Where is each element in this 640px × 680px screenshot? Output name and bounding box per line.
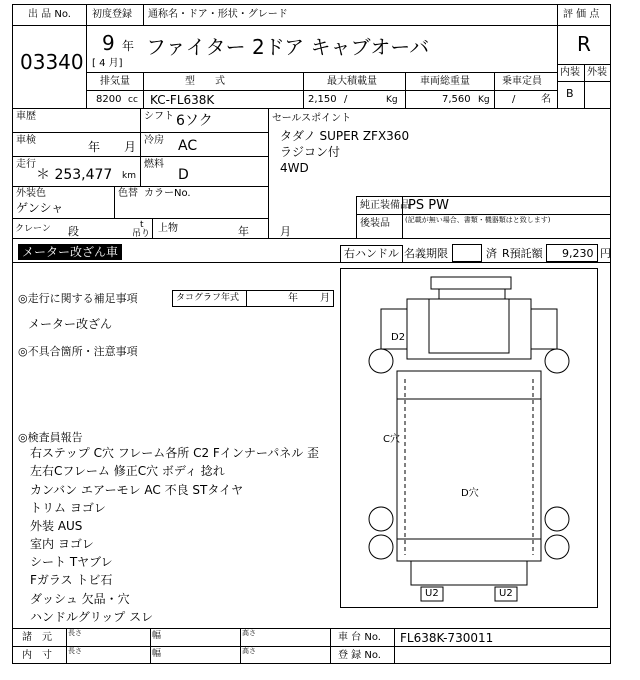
chassis-label: 車 台 No. bbox=[338, 632, 381, 643]
divider bbox=[356, 196, 611, 197]
width-label: 幅 bbox=[152, 649, 162, 659]
divider bbox=[143, 72, 144, 108]
defects-label: ◎不具合箇所・注意事項 bbox=[18, 345, 138, 358]
divider bbox=[356, 196, 357, 238]
after-market-label: 後装品 bbox=[360, 218, 390, 229]
damage-label: U2 bbox=[425, 588, 439, 599]
model: KC-FL638K bbox=[150, 93, 215, 107]
color-value: ゲンシャ bbox=[16, 201, 64, 215]
divider bbox=[12, 262, 611, 263]
sales-point-line: 4WD bbox=[280, 161, 309, 175]
model-label: 型 式 bbox=[185, 76, 225, 87]
meter-tamper-badge: メーター改ざん車 bbox=[18, 244, 122, 260]
name-change-label: 名義期限 bbox=[404, 247, 448, 260]
after-market-note: (記載が無い場合、書類・機器類はと致します) bbox=[405, 216, 551, 224]
inspector-line: Fガラス トビ石 bbox=[30, 573, 113, 587]
equipment-value: PS PW bbox=[408, 198, 449, 213]
recycle-label: R預託額 bbox=[502, 247, 543, 260]
damage-label: C穴 bbox=[383, 434, 400, 445]
inspection-label: 車検 bbox=[16, 135, 36, 146]
divider bbox=[494, 72, 495, 108]
divider bbox=[140, 108, 141, 186]
damage-label: D穴 bbox=[461, 488, 479, 499]
divider bbox=[394, 628, 395, 664]
driving-notes-label: ◎走行に関する補足事項 bbox=[18, 292, 138, 305]
inspection-month: 月 bbox=[124, 140, 137, 154]
inspector-line: 室内 ヨゴレ bbox=[30, 537, 94, 551]
seats-unit: 名 bbox=[541, 94, 551, 105]
tachograph-year: 年 bbox=[288, 293, 298, 304]
score: R bbox=[577, 32, 591, 56]
crane-hang: 吊り bbox=[132, 229, 151, 239]
body-label: 上物 bbox=[158, 223, 178, 234]
divider bbox=[150, 628, 151, 664]
capacity-slash: / bbox=[344, 94, 348, 105]
spec-row-label: 諸 元 bbox=[22, 632, 52, 643]
recycle-unit: 円 bbox=[600, 247, 611, 260]
driving-note: メーター改ざん bbox=[28, 317, 113, 331]
divider bbox=[143, 4, 144, 25]
capacity-label: 最大積載量 bbox=[327, 76, 377, 87]
divider bbox=[12, 108, 611, 109]
shift-value: 6ソク bbox=[176, 113, 213, 129]
color-label: 外装色 bbox=[16, 188, 46, 199]
divider bbox=[86, 90, 557, 91]
height-label: 高さ bbox=[242, 647, 256, 655]
divider bbox=[12, 186, 268, 187]
reg-month: [ 4 月] bbox=[92, 58, 123, 69]
seats-label: 乗車定員 bbox=[502, 76, 542, 87]
length-label: 長さ bbox=[68, 629, 82, 637]
lot-no-label: 出 品 No. bbox=[28, 9, 71, 20]
body-month: 月 bbox=[280, 225, 291, 238]
truck-diagram bbox=[340, 268, 598, 608]
fuel-value: D bbox=[178, 167, 189, 183]
divider bbox=[584, 64, 585, 108]
divider bbox=[12, 132, 268, 133]
divider bbox=[303, 72, 304, 108]
reg-year: 9 bbox=[102, 31, 115, 55]
fuel-label: 燃料 bbox=[144, 159, 164, 170]
mileage: ＊ 253,477 bbox=[36, 167, 113, 183]
width-label: 幅 bbox=[152, 631, 162, 641]
divider bbox=[152, 218, 153, 238]
equipment-label: 純正装備品 bbox=[360, 200, 410, 211]
inspector-line: ハンドルグリップ スレ bbox=[30, 610, 154, 624]
color-change-label: 色替 bbox=[118, 188, 138, 199]
ac-label: 冷房 bbox=[144, 135, 164, 146]
gross-weight: 7,560 bbox=[442, 94, 471, 105]
height-label: 高さ bbox=[242, 629, 256, 637]
crane-ton: t bbox=[140, 220, 144, 230]
divider bbox=[268, 108, 269, 238]
tachograph-month: 月 bbox=[320, 293, 330, 304]
displacement: 8200 bbox=[96, 94, 122, 105]
recycle-value: 9,230 bbox=[562, 247, 594, 260]
sales-point-label: セールスポイント bbox=[272, 113, 352, 124]
tachograph-label: タコグラフ年式 bbox=[176, 293, 240, 303]
capacity: 2,150 bbox=[308, 94, 337, 105]
divider bbox=[557, 81, 611, 82]
displacement-label: 排気量 bbox=[100, 76, 130, 87]
divider bbox=[12, 156, 268, 157]
recycle-prefix: 済 bbox=[486, 247, 497, 260]
color-no-label: カラーNo. bbox=[144, 188, 191, 199]
divider bbox=[12, 25, 557, 26]
damage-label: D2 bbox=[391, 332, 406, 343]
divider bbox=[246, 290, 247, 307]
truck-outline bbox=[341, 269, 597, 607]
divider bbox=[12, 628, 611, 629]
damage-label: U2 bbox=[499, 588, 513, 599]
inspector-report-label: ◎検査員報告 bbox=[18, 431, 83, 444]
inspector-line: 左右Cフレーム 修正C穴 ボディ 捻れ bbox=[30, 464, 225, 478]
divider bbox=[557, 25, 611, 26]
inspector-line: 右ステップ C穴 フレーム各所 C2 Fインナーパネル 歪 bbox=[30, 446, 320, 460]
sales-point-line: タダノ SUPER ZFX360 bbox=[280, 129, 410, 143]
inspection-year: 年 bbox=[88, 140, 101, 154]
lot-no: 03340 bbox=[20, 50, 84, 74]
score-label: 評 価 点 bbox=[563, 9, 600, 20]
car-name-label: 通称名・ドア・形状・グレード bbox=[148, 9, 288, 20]
car-name: ファイター 2ドア キャブオーバ bbox=[146, 35, 430, 59]
divider bbox=[66, 628, 67, 664]
divider bbox=[356, 214, 611, 215]
displacement-unit: cc bbox=[128, 95, 138, 105]
inspector-line: トリム ヨゴレ bbox=[30, 501, 106, 515]
divider bbox=[557, 4, 558, 108]
sales-point-line: ラジコン付 bbox=[280, 145, 341, 159]
inspector-line: ダッシュ 欠品・穴 bbox=[30, 592, 130, 606]
interior-score-label: 内装 bbox=[560, 67, 580, 78]
gross-weight-unit: Kg bbox=[478, 95, 490, 105]
mileage-label: 走行 bbox=[16, 159, 36, 170]
mileage-unit: km bbox=[122, 171, 136, 181]
history-label: 車歴 bbox=[16, 111, 36, 122]
divider bbox=[114, 186, 115, 218]
rhd-flag: 右ハンドル bbox=[340, 245, 403, 263]
reg-year-unit: 年 bbox=[122, 39, 135, 53]
inspector-line: シート Tヤブレ bbox=[30, 555, 113, 569]
inspector-line: カンバン エアーモレ AC 不良 STタイヤ bbox=[30, 483, 244, 497]
ac-value: AC bbox=[178, 138, 198, 154]
gross-weight-label: 車両総重量 bbox=[420, 76, 470, 87]
body-year: 年 bbox=[238, 225, 249, 238]
name-change-box bbox=[452, 244, 482, 262]
seats: / bbox=[512, 94, 516, 105]
divider bbox=[12, 218, 268, 219]
divider bbox=[330, 628, 331, 664]
capacity-kg: Kg bbox=[386, 95, 398, 105]
registration-label: 登 録 No. bbox=[338, 650, 381, 661]
divider bbox=[86, 72, 557, 73]
shift-label: シフト bbox=[144, 111, 174, 122]
chassis-no: FL638K-730011 bbox=[400, 631, 494, 645]
divider bbox=[240, 628, 241, 664]
divider bbox=[86, 4, 87, 108]
first-registration-label: 初度登録 bbox=[92, 9, 132, 20]
divider bbox=[12, 238, 611, 239]
inner-size-row-label: 内 寸 bbox=[22, 650, 52, 661]
length-label: 長さ bbox=[68, 647, 82, 655]
crane-label: クレーン bbox=[15, 224, 51, 234]
inspector-line: 外装 AUS bbox=[30, 519, 83, 533]
divider bbox=[12, 646, 611, 647]
interior-score: B bbox=[566, 87, 574, 100]
exterior-score-label: 外装 bbox=[587, 67, 607, 78]
crane-steps: 段 bbox=[68, 225, 79, 238]
divider bbox=[405, 72, 406, 108]
